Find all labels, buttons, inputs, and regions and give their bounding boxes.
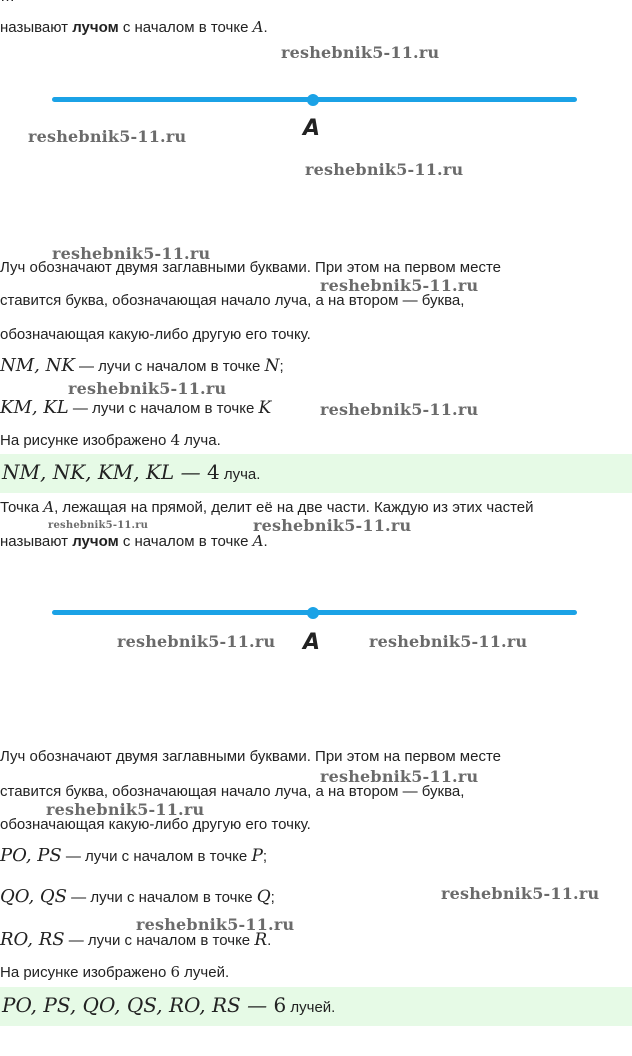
count-number: 6 (170, 963, 181, 981)
watermark: reshebnik5-11.ru (305, 160, 464, 179)
text: называют (0, 533, 73, 550)
point-var: Q (256, 887, 271, 907)
ray-names: RO, RS (0, 929, 65, 950)
point-label: A (303, 116, 321, 141)
watermark: reshebnik5-11.ru (52, 244, 211, 263)
paragraph: обозначающая какую-либо другую его точку. (0, 326, 311, 343)
watermark: reshebnik5-11.ru (320, 767, 479, 786)
text: — лучи с началом в точке (67, 889, 257, 906)
watermark: reshebnik5-11.ru (253, 516, 412, 535)
text: . (263, 533, 268, 550)
ray-line (0, 397, 271, 418)
point-var: N (264, 356, 280, 376)
dash: — (174, 460, 207, 484)
text: На рисунке изображено (0, 964, 171, 981)
paragraph: ставится буква, обозначающая начало луча, а на втором — буква, (0, 292, 465, 309)
ray-line (0, 929, 271, 950)
watermark: reshebnik5-11.ru (281, 43, 440, 62)
watermark: reshebnik5-11.ru (320, 276, 479, 295)
ray-names: PO, PS (0, 845, 62, 866)
text: На рисунке изображено (0, 432, 171, 449)
paragraph: обозначающая какую-либо другую его точку. (0, 816, 311, 833)
answer-box (0, 454, 632, 493)
text: . (267, 932, 272, 949)
answer-number: 4 (206, 460, 220, 484)
paragraph: Луч обозначают двумя заглавными буквами. При этом на первом месте (0, 259, 501, 276)
watermark: reshebnik5-11.ru (117, 632, 276, 651)
answer-word: луча. (219, 466, 261, 483)
answer-box (0, 987, 632, 1026)
count-line (0, 963, 229, 981)
paragraph: Луч обозначают двумя заглавными буквами. При этом на первом месте (0, 748, 501, 765)
watermark: reshebnik5-11.ru (441, 884, 600, 903)
answer-word: лучей. (286, 999, 336, 1016)
text: ; (262, 848, 268, 865)
text: — лучи с началом в точке (61, 848, 252, 865)
term-bold: лучом (72, 533, 119, 550)
section1-intro-top-fragment (0, 0, 15, 5)
answer-number: 6 (273, 993, 287, 1017)
text: — лучи с началом в точке (64, 932, 255, 949)
term-bold: лучом (72, 19, 119, 36)
watermark: reshebnik5-11.ru (46, 800, 205, 819)
dash: — (240, 993, 274, 1017)
text: ; (270, 889, 275, 906)
text: , лежащая на прямой, делит её на две части. Каждую из этих частей (54, 499, 534, 516)
ray-names: KM, KL (0, 397, 69, 418)
answer-rays: PO, PS, QO, QS, RO, RS (2, 993, 241, 1017)
text: — лучи с началом в точке (68, 400, 259, 417)
point-var: A (252, 532, 264, 550)
point-var: A (43, 498, 55, 516)
text: Точка (0, 499, 44, 516)
text: ; (279, 358, 284, 375)
text: с началом в точке (118, 533, 253, 550)
section1-intro-line (0, 18, 268, 36)
watermark: reshebnik5-11.ru (136, 915, 295, 934)
paragraph: ставится буква, обозначающая начало луча, а на втором — буква, (0, 783, 465, 800)
watermark: reshebnik5-11.ru (320, 400, 479, 419)
text: луча. (180, 432, 221, 449)
point-var: P (251, 846, 263, 866)
point-label: A (303, 630, 321, 655)
count-number: 4 (170, 431, 181, 449)
point-var: K (258, 398, 272, 418)
text: . (263, 19, 268, 36)
watermark: reshebnik5-11.ru (68, 379, 227, 398)
text: с началом в точке (118, 19, 253, 36)
ray-line (0, 355, 284, 376)
watermark: reshebnik5-11.ru (28, 127, 187, 146)
text: называют (0, 19, 73, 36)
point-var: R (254, 930, 268, 950)
point-dot (307, 94, 319, 106)
ray-line (0, 845, 267, 866)
text: — лучи с началом в точке (74, 358, 265, 375)
point-var: A (252, 18, 264, 36)
ray-names: NM, NK (0, 355, 75, 376)
section2-intro-line1 (0, 498, 534, 516)
ray-names: QO, QS (0, 886, 67, 907)
answer-rays: NM, NK, KM, KL (2, 460, 175, 484)
text: лучей. (180, 964, 230, 981)
section2-intro-line2 (0, 532, 268, 550)
point-dot (307, 607, 319, 619)
ray-line (0, 886, 275, 907)
count-line (0, 431, 221, 449)
watermark: reshebnik5-11.ru (48, 520, 149, 531)
watermark: reshebnik5-11.ru (369, 632, 528, 651)
